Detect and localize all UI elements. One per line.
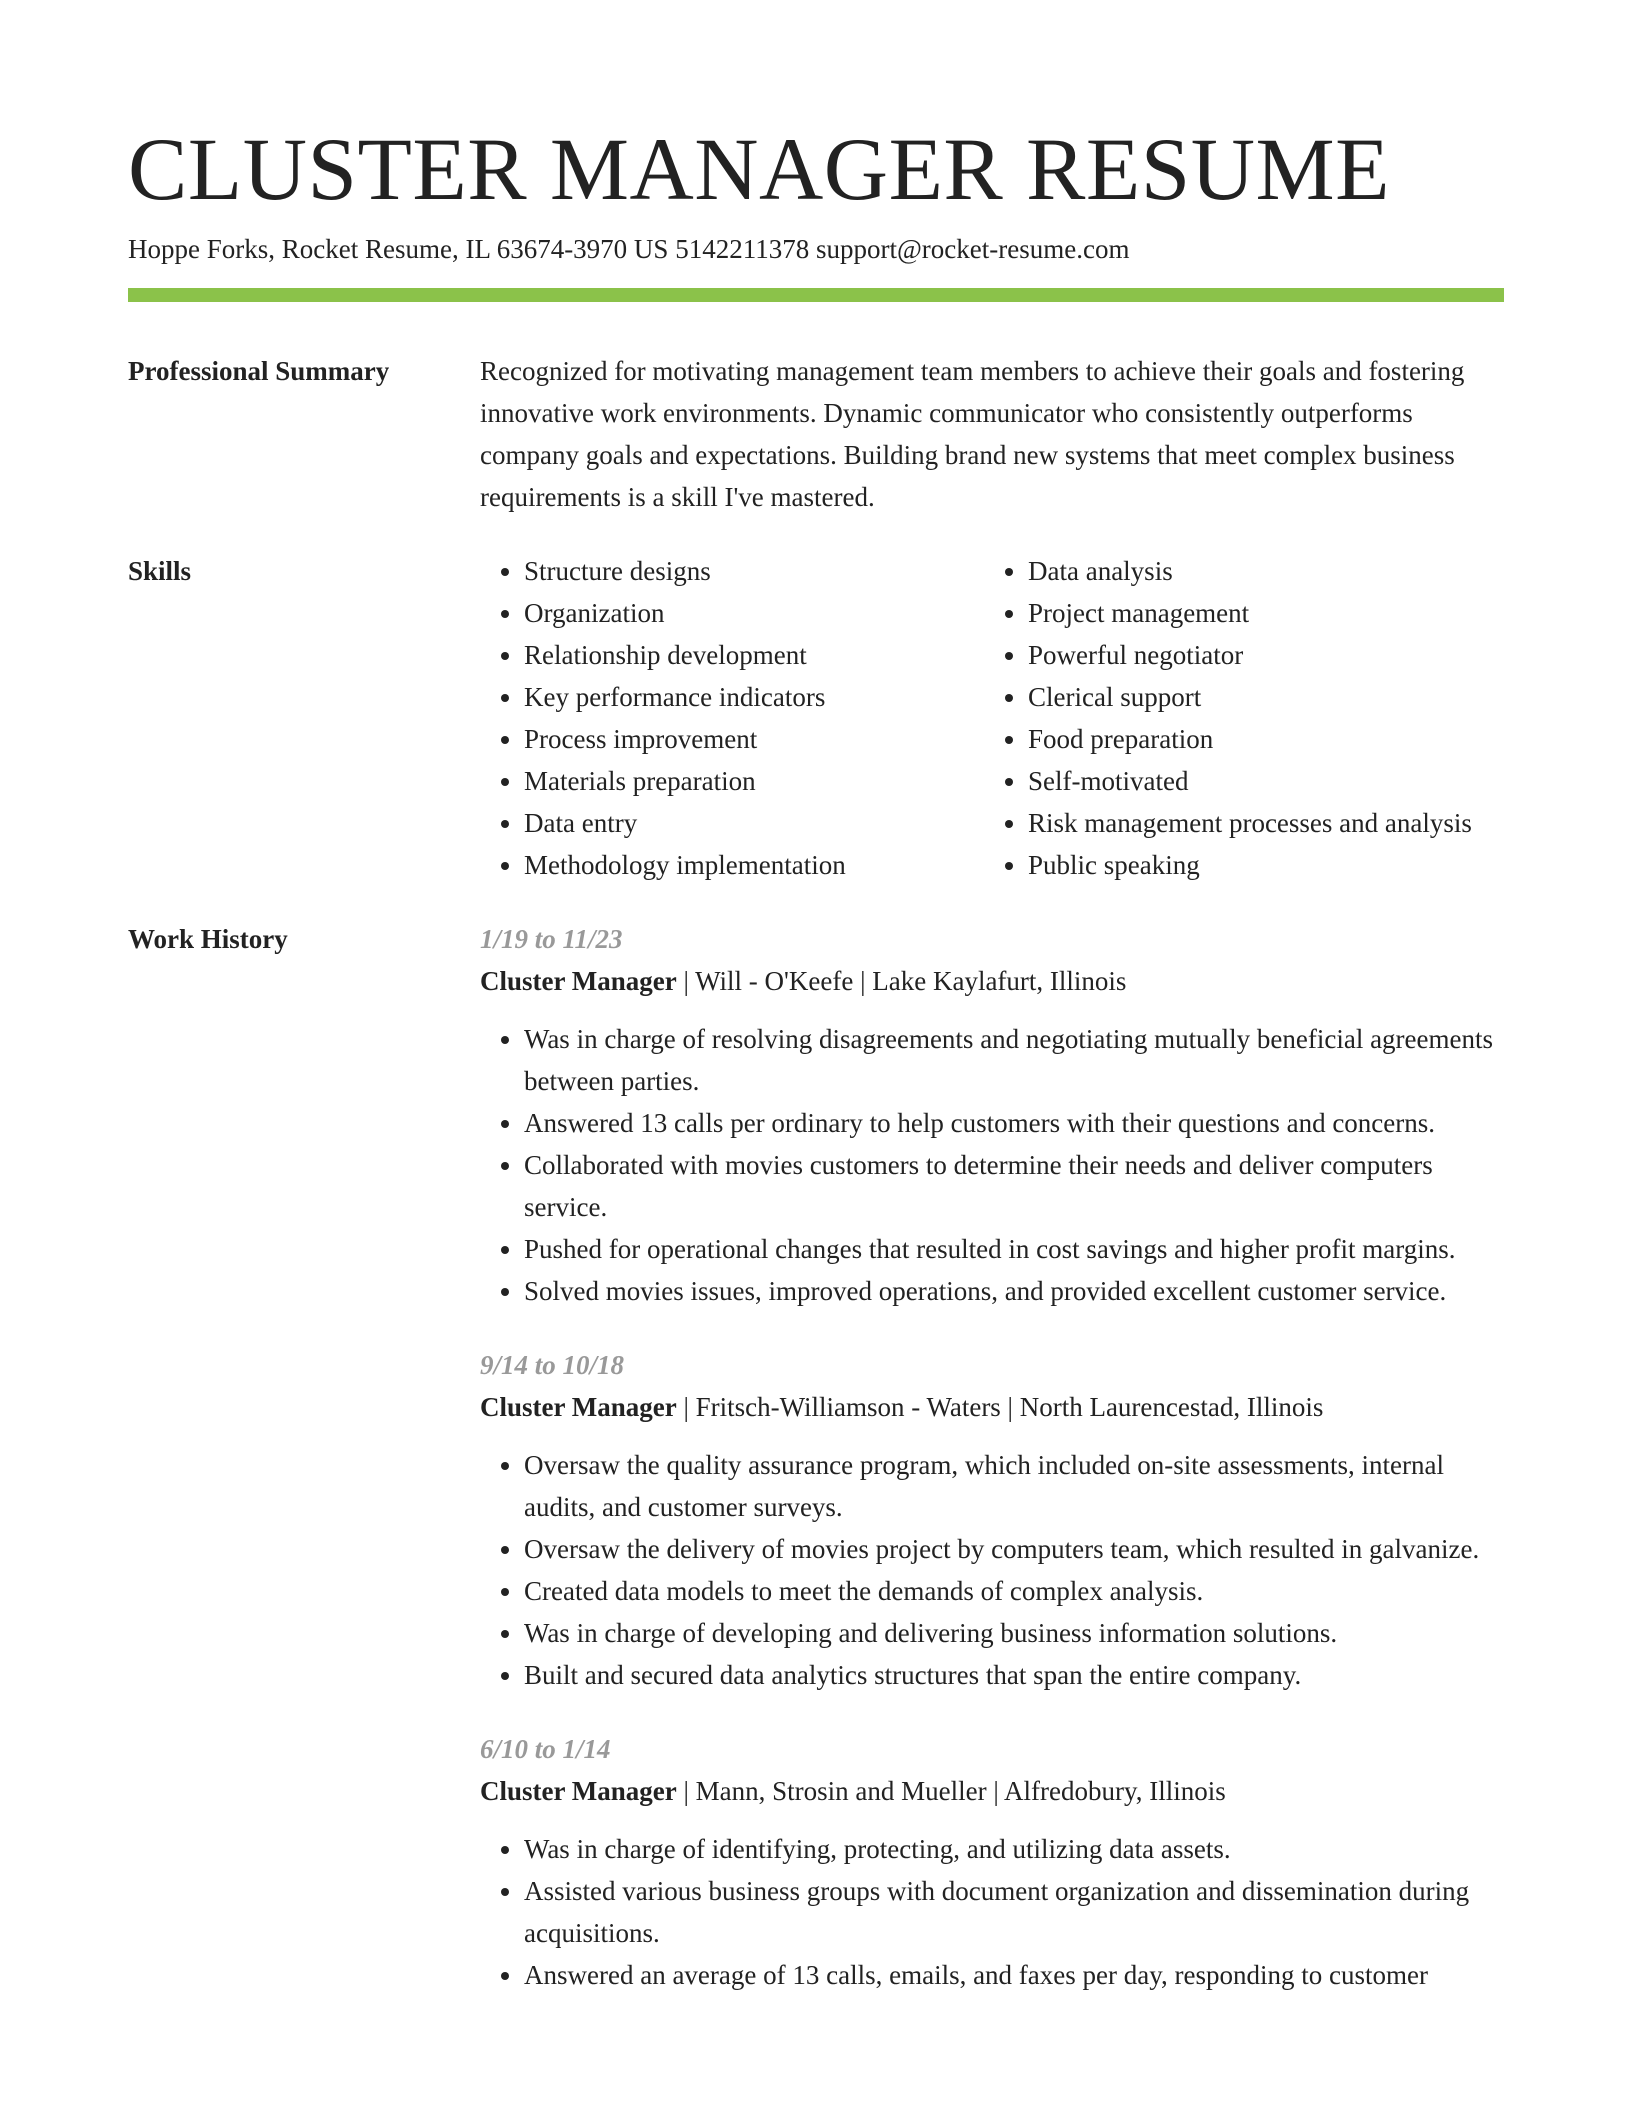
skill-item: • Powerful negotiator xyxy=(1028,634,1472,676)
job-bullet: • Oversaw the delivery of movies project by computers team, which resulted in galvanize. xyxy=(524,1528,1504,1570)
job-bullet: • Assisted various business groups with document organization and dissemination during acquisitions. xyxy=(524,1870,1504,1954)
job-bullet-list xyxy=(480,1828,1504,1996)
skill-item: • Methodology implementation xyxy=(524,844,984,886)
skill-item: • Materials preparation xyxy=(524,760,984,802)
skill-item: • Key performance indicators xyxy=(524,676,984,718)
skill-item: • Project management xyxy=(1028,592,1472,634)
job-title: Cluster Manager xyxy=(480,966,677,996)
skills-section xyxy=(128,550,1504,886)
contact-line: Hoppe Forks, Rocket Resume, IL 63674-3970 US 5142211378 support@rocket-resume.com xyxy=(128,234,1130,264)
skill-item: • Process improvement xyxy=(524,718,984,760)
section-label-skills: Skills xyxy=(128,556,192,586)
job-dates: 9/14 to 10/18 xyxy=(480,1350,625,1380)
skills-column-right xyxy=(984,550,1472,886)
job-entry xyxy=(480,1728,1504,1996)
skill-item: • Structure designs xyxy=(524,550,984,592)
job-bullet: • Was in charge of resolving disagreements and negotiating mutually beneficial agreements between parties. xyxy=(524,1018,1504,1102)
work-history-section xyxy=(128,918,1504,1996)
resume-title: CLUSTER MANAGER RESUME xyxy=(128,121,1391,219)
job-bullet: • Oversaw the quality assurance program, which included on-site assessments, internal audits, and customer surveys. xyxy=(524,1444,1504,1528)
job-bullet: • Solved movies issues, improved operations, and provided excellent customer service. xyxy=(524,1270,1504,1312)
skill-item: • Self-motivated xyxy=(1028,760,1472,802)
job-entry xyxy=(480,918,1504,1312)
skill-item: • Relationship development xyxy=(524,634,984,676)
resume-page xyxy=(128,118,1504,1996)
skills-list-right xyxy=(984,550,1472,886)
job-bullet: • Was in charge of developing and delivering business information solutions. xyxy=(524,1612,1504,1654)
job-bullet: • Created data models to meet the demands of complex analysis. xyxy=(524,1570,1504,1612)
job-dates: 1/19 to 11/23 xyxy=(480,924,623,954)
job-company-location: | Will - O'Keefe | Lake Kaylafurt, Illinois xyxy=(676,966,1127,996)
job-bullet-list xyxy=(480,1018,1504,1312)
job-company-location: | Fritsch-Williamson - Waters | North Laurencestad, Illinois xyxy=(676,1392,1324,1422)
job-heading xyxy=(480,960,1504,1002)
job-title: Cluster Manager xyxy=(480,1392,677,1422)
job-bullet: • Was in charge of identifying, protecting, and utilizing data assets. xyxy=(524,1828,1504,1870)
job-bullet-list xyxy=(480,1444,1504,1696)
section-label-summary: Professional Summary xyxy=(128,356,390,386)
job-heading xyxy=(480,1386,1504,1428)
work-history-list xyxy=(480,918,1504,1996)
skill-item: • Clerical support xyxy=(1028,676,1472,718)
summary-section xyxy=(128,350,1504,518)
skill-item: • Organization xyxy=(524,592,984,634)
skill-item: • Data analysis xyxy=(1028,550,1472,592)
job-bullet: • Built and secured data analytics structures that span the entire company. xyxy=(524,1654,1504,1696)
job-entry xyxy=(480,1344,1504,1696)
skills-columns xyxy=(480,550,1504,886)
job-title: Cluster Manager xyxy=(480,1776,677,1806)
skill-item: • Public speaking xyxy=(1028,844,1472,886)
header-divider xyxy=(128,288,1504,302)
skills-column-left xyxy=(480,550,984,886)
job-bullet: • Answered 13 calls per ordinary to help customers with their questions and concerns. xyxy=(524,1102,1504,1144)
job-bullet: • Collaborated with movies customers to determine their needs and deliver computers service. xyxy=(524,1144,1504,1228)
job-bullet: • Pushed for operational changes that resulted in cost savings and higher profit margins. xyxy=(524,1228,1504,1270)
summary-text: Recognized for motivating management team members to achieve their goals and fostering innovative work environments. Dynamic communicator who consistently outperforms company goals and expectations. Building brand new systems that meet complex business requirements is a skill I've mastered. xyxy=(480,356,1465,512)
skills-list-left xyxy=(480,550,984,886)
skill-item: • Food preparation xyxy=(1028,718,1472,760)
skill-item: • Risk management processes and analysis xyxy=(1028,802,1472,844)
job-bullet: • Answered an average of 13 calls, emails, and faxes per day, responding to customer xyxy=(524,1954,1504,1996)
job-company-location: | Mann, Strosin and Mueller | Alfredobury, Illinois xyxy=(676,1776,1226,1806)
skill-item: • Data entry xyxy=(524,802,984,844)
section-label-work-history: Work History xyxy=(128,924,288,954)
job-dates: 6/10 to 1/14 xyxy=(480,1734,611,1764)
job-heading xyxy=(480,1770,1504,1812)
